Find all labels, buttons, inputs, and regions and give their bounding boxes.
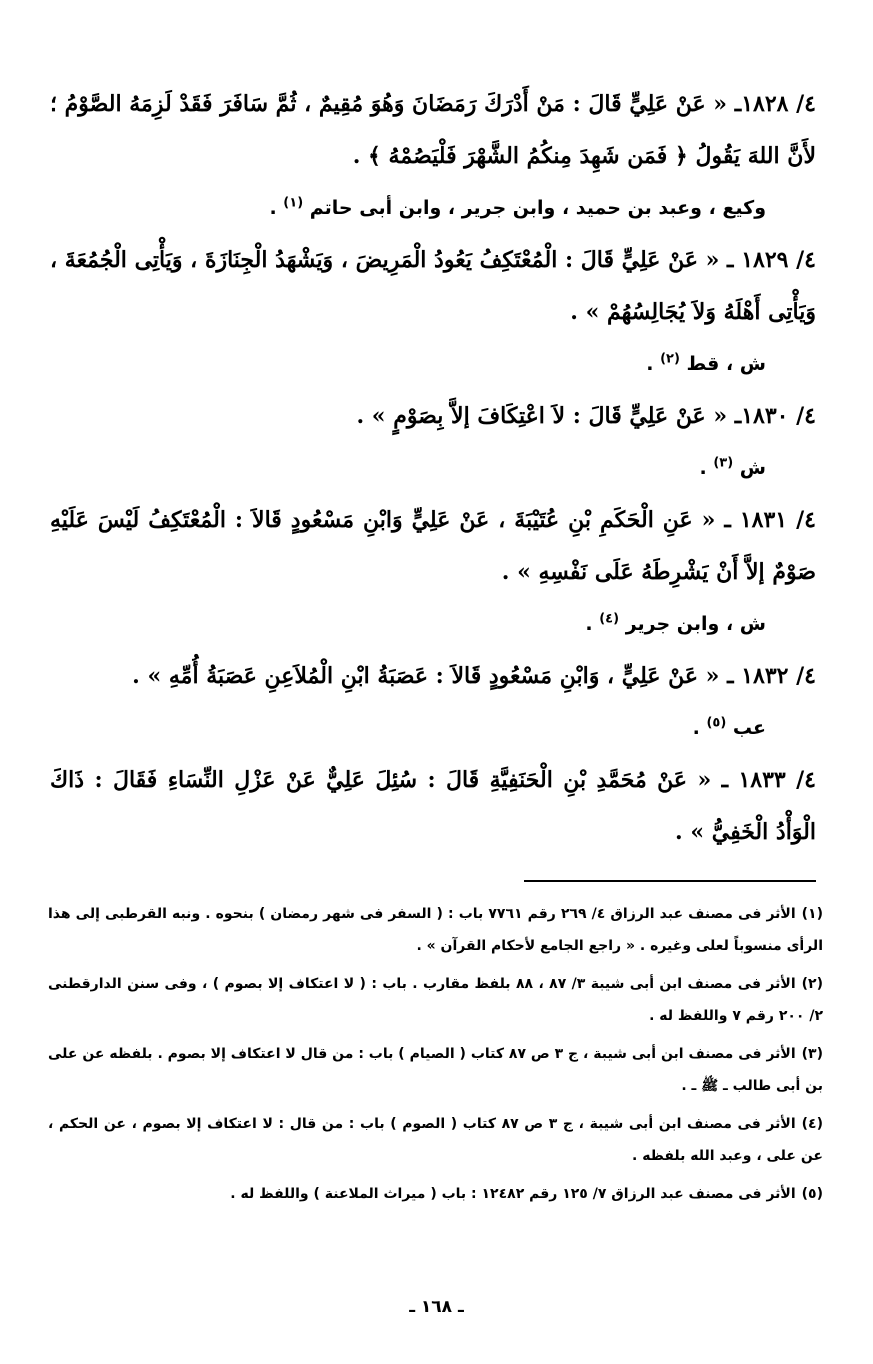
footnote-text: الأثر فى مصنف عبد الرزاق ٤/ ٢٦٩ رقم ٧٧٦١ باب : ( السفر فى شهر رمضان ) بنحوه . ونبه القرطبى إلى هذا الرأى منسوباً لعلى وغيره . « راجع الجامع لأحكام القرآن » . bbox=[48, 906, 823, 954]
footnotes-section bbox=[48, 898, 823, 1216]
hadith-entry-1828: ٤/ ١٨٢٨ـ « عَنْ عَلِيٍّ قَالَ : مَنْ أَدْرَكَ رَمَضَانَ وَهُوَ مُقِيمٌ ، ثُمَّ سَافَرَ فَقَدْ لَزِمَهُ الصَّوْمُ ؛ لأَنَّ اللهَ يَقُولُ ﴿ فَمَن شَهِدَ مِنكُمُ الشَّهْرَ فَلْيَصُمْهُ ﴾ . bbox=[50, 91, 816, 169]
source-text: وكيع ، وعبد بن حميد ، وابن جرير ، وابن أبى حاتم bbox=[309, 197, 766, 219]
footnote-number: (٣) bbox=[801, 1046, 823, 1062]
source-line-1828: وكيع ، وعبد بن حميد ، وابن جرير ، وابن أبى حاتم $^{(١)}$ . bbox=[269, 195, 766, 219]
footnote-2 bbox=[48, 968, 823, 1032]
source-text: عب bbox=[732, 717, 766, 739]
footnote-text: الأثر فى مصنف عبد الرزاق ٧/ ١٢٥ رقم ١٢٤٨٢ : باب ( ميراث الملاعنة ) واللفظ له . bbox=[230, 1186, 796, 1202]
hadith-entry-1830: ٤/ ١٨٣٠ـ « عَنْ عَلِيٍّ قَالَ : لاَ اعْتِكَافَ إلاَّ بِصَوْمٍ » . bbox=[356, 403, 816, 429]
footnote-ref[interactable]: (٢) bbox=[660, 351, 680, 367]
footnote-text: الأثر فى مصنف ابن أبى شيبة ، ج ٣ ص ٨٧ كتاب ( الصوم ) باب : من قال : لا اعتكاف إلا بصوم ، عن الحكم ، عن على ، وعبد الله بلفظه . bbox=[48, 1116, 823, 1164]
footnote-3 bbox=[48, 1038, 823, 1102]
footnote-number: (٥) bbox=[801, 1186, 823, 1202]
source-line-1831: ش ، وابن جرير $^{(٤)}$ . bbox=[585, 611, 766, 635]
hadith-entry-1831: ٤/ ١٨٣١ ـ « عَنِ الْحَكَمِ بْنِ عُتَيْبَةَ ، عَنْ عَلِيٍّ وَابْنِ مَسْعُودٍ قَالاَ : الْمُعْتَكِفُ لَيْسَ عَلَيْهِ صَوْمٌ إلاَّ أَنْ يَشْرِطَهُ عَلَى نَفْسِهِ » . bbox=[50, 507, 816, 585]
page-number: ـ ١٦٨ ـ bbox=[409, 1297, 464, 1317]
hadith-entry-1832: ٤/ ١٨٣٢ ـ « عَنْ عَلِيٍّ ، وَابْنِ مَسْعُودٍ قَالاَ : عَصَبَةُ ابْنِ الْمُلاَعِنِ عَصَبَةُ أُمِّهِ » . bbox=[132, 663, 816, 689]
footnote-1 bbox=[48, 898, 823, 962]
footnote-4 bbox=[48, 1108, 823, 1172]
footnote-number: (٢) bbox=[801, 976, 823, 992]
source-text: ش ، وابن جرير bbox=[625, 613, 766, 635]
footnote-number: (١) bbox=[801, 906, 823, 922]
source-line-1832: عب $^{(٥)}$ . bbox=[692, 715, 766, 739]
footnote-ref[interactable]: (٥) bbox=[706, 715, 727, 731]
hadith-entry-1833: ٤/ ١٨٣٣ ـ « عَنْ مُحَمَّدِ بْنِ الْحَنَفِيَّةِ قَالَ : سُئِلَ عَلِيٌّ عَنْ عَزْلِ النِّسَاءِ فَقَالَ : ذَاكَ الْوَأْدُ الْخَفِيُّ » . bbox=[50, 767, 816, 845]
footnote-text: الأثر فى مصنف ابن أبى شيبة ، ج ٣ ص ٨٧ كتاب ( الصيام ) باب : من قال لا اعتكاف إلا بصوم . بلفظه عن على بن أبى طالب ـ ﷺ ـ . bbox=[48, 1046, 823, 1094]
source-line-1830: ش $^{(٣)}$ . bbox=[699, 455, 766, 479]
source-text: ش ، قط bbox=[686, 353, 766, 375]
footnote-divider bbox=[524, 880, 816, 882]
source-line-1829: ش ، قط $^{(٢)}$ . bbox=[646, 351, 766, 375]
hadith-entries bbox=[50, 78, 816, 858]
hadith-entry-1829: ٤/ ١٨٢٩ ـ « عَنْ عَلِيٍّ قَالَ : الْمُعْتَكِفُ يَعُودُ الْمَرِيضَ ، وَيَشْهَدُ الْجِنَازَةَ ، وَيَأْتِى الْجُمُعَةَ ، وَيَأْتِى أَهْلَهُ وَلاَ يُجَالِسُهُمْ » . bbox=[50, 247, 816, 325]
footnote-ref[interactable]: (١) bbox=[283, 195, 304, 211]
source-text: ش bbox=[739, 457, 766, 479]
footnote-ref[interactable]: (٤) bbox=[599, 611, 620, 627]
footnote-ref[interactable]: (٣) bbox=[713, 455, 734, 471]
footnote-text: الأثر فى مصنف ابن أبى شيبة ٣/ ٨٧ ، ٨٨ بلفظ مقارب . باب : ( لا اعتكاف إلا بصوم ) ، وفى سنن الدارقطنى ٢/ ٢٠٠ رقم ٧ واللفظ له . bbox=[48, 976, 823, 1024]
footnote-number: (٤) bbox=[801, 1116, 823, 1132]
footnote-5 bbox=[48, 1178, 823, 1210]
